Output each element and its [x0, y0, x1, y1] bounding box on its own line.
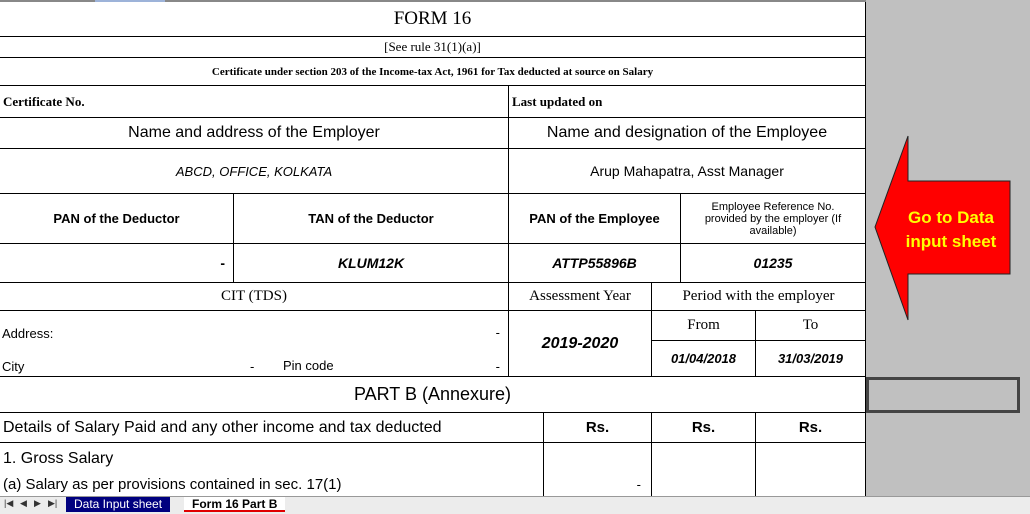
- to-label: To: [756, 311, 866, 341]
- assessment-year-label: Assessment Year: [509, 283, 652, 311]
- empty-cell[interactable]: [652, 443, 756, 496]
- emp-ref-label: Employee Reference No. provided by the employer (If available): [681, 194, 866, 244]
- form-title: FORM 16: [0, 2, 866, 37]
- last-updated-label: Last updated on: [509, 86, 866, 118]
- empty-cell[interactable]: [756, 443, 866, 496]
- from-value[interactable]: 01/04/2018: [652, 341, 756, 377]
- pan-employee-label: PAN of the Employee: [509, 194, 681, 244]
- tan-deductor-value[interactable]: KLUM12K: [234, 244, 509, 283]
- tab-data-input-sheet[interactable]: Data Input sheet: [66, 497, 170, 512]
- city-label: City: [2, 359, 25, 374]
- city-value[interactable]: -: [250, 359, 255, 374]
- cit-address-block: [0, 311, 509, 377]
- salary-a-cell[interactable]: [544, 443, 652, 496]
- prev-sheet-icon[interactable]: ◀: [20, 498, 27, 508]
- employer-header: Name and address of the Employer: [0, 118, 509, 149]
- arrow-label: Go to Data input sheet: [905, 208, 997, 251]
- gross-salary-label: 1. Gross Salary: [3, 450, 114, 467]
- first-sheet-icon[interactable]: |◀: [4, 498, 14, 508]
- salary-a-label: (a) Salary as per provisions contained in sec. 17(1): [3, 476, 342, 493]
- sheet-tab-bar: [0, 496, 1030, 514]
- emp-ref-value[interactable]: 01235: [681, 244, 866, 283]
- certificate-no-label: Certificate No.: [0, 86, 509, 118]
- pan-employee-value[interactable]: ATTP55896B: [509, 244, 681, 283]
- last-sheet-icon[interactable]: ▶|: [48, 498, 58, 508]
- next-sheet-icon[interactable]: ▶: [34, 498, 41, 508]
- cit-label: CIT (TDS): [0, 283, 509, 311]
- address-label: Address:: [2, 326, 54, 341]
- rs-column-3: Rs.: [756, 413, 866, 443]
- certificate-desc: Certificate under section 203 of the Income-tax Act, 1961 for Tax deducted at source on Salary: [0, 58, 866, 86]
- tab-form-16-part-b[interactable]: Form 16 Part B: [184, 497, 285, 512]
- part-b-heading: PART B (Annexure): [0, 377, 866, 413]
- period-label: Period with the employer: [652, 283, 866, 311]
- employer-value[interactable]: ABCD, OFFICE, KOLKATA: [0, 149, 509, 194]
- selected-cell[interactable]: [866, 377, 1020, 413]
- pin-value[interactable]: -: [495, 359, 500, 374]
- rs-column-1: Rs.: [544, 413, 652, 443]
- pan-deductor-label: PAN of the Deductor: [0, 194, 234, 244]
- from-label: From: [652, 311, 756, 341]
- rs-column-2: Rs.: [652, 413, 756, 443]
- rule-ref: [See rule 31(1)(a)]: [0, 37, 866, 58]
- assessment-year-value[interactable]: 2019-2020: [509, 311, 652, 377]
- salary-a-value: -: [636, 477, 641, 492]
- tan-deductor-label: TAN of the Deductor: [234, 194, 509, 244]
- employee-header: Name and designation of the Employee: [509, 118, 866, 149]
- pan-deductor-value[interactable]: -: [0, 244, 234, 283]
- details-label: Details of Salary Paid and any other income and tax deducted: [0, 413, 544, 443]
- pin-label: Pin code: [283, 358, 334, 373]
- address-value[interactable]: -: [495, 325, 500, 340]
- employee-value[interactable]: Arup Mahapatra, Asst Manager: [509, 149, 866, 194]
- to-value[interactable]: 31/03/2019: [756, 341, 866, 377]
- gross-salary-block: [0, 443, 544, 496]
- go-to-data-input-button[interactable]: [872, 134, 1014, 324]
